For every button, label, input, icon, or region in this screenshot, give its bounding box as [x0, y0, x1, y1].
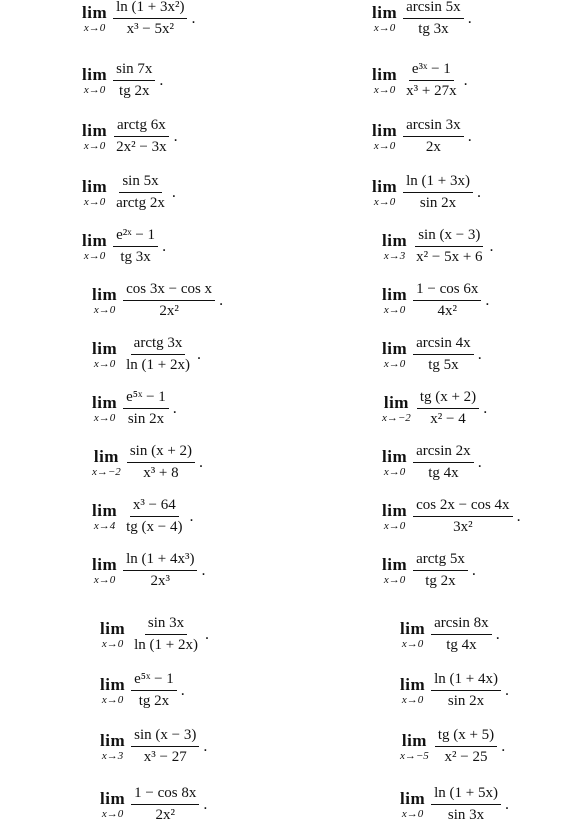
lim-word: lim — [400, 788, 426, 808]
denominator: x³ − 5x² — [126, 21, 175, 37]
fraction — [129, 786, 201, 823]
fraction — [111, 174, 170, 211]
numerator: arcsin 5x — [403, 0, 464, 19]
limit-expression — [400, 672, 509, 709]
denominator: tg 4x — [428, 465, 459, 481]
numerator: 1 − cos 8x — [131, 786, 199, 805]
lim-word: lim — [100, 674, 126, 694]
lim-operator — [82, 232, 107, 262]
period: . — [476, 183, 481, 201]
denominator: ln (1 + 2x) — [134, 637, 198, 653]
period: . — [501, 737, 506, 755]
period: . — [489, 237, 494, 255]
lim-operator — [100, 676, 125, 706]
limit-expression — [82, 174, 176, 211]
lim-word: lim — [383, 392, 409, 412]
limit-expression — [382, 552, 476, 589]
lim-operator — [100, 620, 125, 650]
period: . — [219, 291, 224, 309]
lim-subscript: x→0 — [101, 693, 124, 706]
lim-word: lim — [100, 788, 126, 808]
lim-operator — [400, 676, 425, 706]
lim-subscript: x→0 — [83, 83, 106, 96]
lim-word: lim — [382, 230, 408, 250]
period: . — [172, 399, 177, 417]
lim-operator — [100, 790, 125, 820]
period: . — [191, 9, 196, 27]
period: . — [516, 507, 521, 525]
limit-expression — [382, 444, 482, 481]
denominator: tg 2x — [119, 83, 150, 99]
period: . — [199, 453, 204, 471]
period: . — [203, 795, 208, 813]
lim-subscript: x→0 — [373, 195, 396, 208]
lim-operator — [400, 732, 429, 762]
numerator: ln (1 + 3x²) — [113, 0, 187, 19]
denominator: sin 2x — [447, 693, 485, 709]
limit-expression — [372, 174, 481, 211]
limit-expression — [382, 390, 487, 427]
period: . — [180, 681, 185, 699]
numerator: e⁵ˣ − 1 — [131, 672, 177, 691]
fraction — [411, 498, 514, 535]
lim-word: lim — [382, 554, 408, 574]
numerator: cos 3x − cos x — [123, 282, 215, 301]
period: . — [189, 507, 194, 525]
lim-word: lim — [92, 554, 118, 574]
limit-expression — [372, 62, 468, 99]
numerator: sin (x − 3) — [415, 228, 483, 247]
fraction — [401, 118, 466, 155]
lim-subscript: x→−2 — [382, 411, 411, 424]
fraction — [111, 118, 171, 155]
numerator: e⁵ˣ − 1 — [123, 390, 169, 409]
lim-operator — [82, 66, 107, 96]
lim-subscript: x→0 — [83, 21, 106, 34]
fraction — [121, 498, 187, 535]
denominator: tg 5x — [428, 357, 459, 373]
lim-subscript: x→0 — [401, 693, 424, 706]
lim-subscript: x→0 — [93, 411, 116, 424]
fraction — [411, 228, 487, 265]
period: . — [483, 399, 488, 417]
lim-subscript: x→−5 — [400, 749, 429, 762]
lim-word: lim — [400, 618, 426, 638]
period: . — [504, 681, 509, 699]
numerator: cos 2x − cos 4x — [413, 498, 512, 517]
denominator: 2x² — [159, 303, 179, 319]
period: . — [173, 127, 178, 145]
denominator: 2x² − 3x — [116, 139, 167, 155]
lim-operator — [382, 448, 407, 478]
denominator: x³ + 27x — [406, 83, 457, 99]
numerator: arctg 5x — [413, 552, 468, 571]
lim-subscript: x→0 — [401, 807, 424, 820]
fraction — [429, 616, 494, 653]
lim-operator — [92, 286, 117, 316]
lim-operator — [382, 286, 407, 316]
numerator: arcsin 3x — [403, 118, 464, 137]
numerator: arcsin 8x — [431, 616, 492, 635]
fraction — [411, 336, 476, 373]
denominator: 2x — [425, 139, 441, 155]
lim-subscript: x→0 — [383, 573, 406, 586]
lim-operator — [100, 732, 125, 762]
limit-expression — [82, 118, 178, 155]
numerator: arctg 3x — [131, 336, 186, 355]
limit-expression — [92, 444, 203, 481]
limit-expression — [100, 672, 185, 709]
denominator: x³ + 8 — [143, 465, 179, 481]
lim-subscript: x→4 — [93, 519, 116, 532]
period: . — [467, 9, 472, 27]
limit-expression — [92, 390, 177, 427]
period: . — [477, 345, 482, 363]
lim-subscript: x→0 — [373, 83, 396, 96]
numerator: e³ˣ − 1 — [409, 62, 454, 81]
lim-subscript: x→0 — [383, 303, 406, 316]
lim-subscript: x→0 — [83, 195, 106, 208]
period: . — [485, 291, 490, 309]
lim-word: lim — [372, 120, 398, 140]
fraction — [411, 282, 483, 319]
lim-subscript: x→0 — [93, 573, 116, 586]
period: . — [504, 795, 509, 813]
lim-operator — [92, 556, 117, 586]
lim-operator — [82, 122, 107, 152]
fraction — [401, 62, 461, 99]
fraction — [429, 786, 503, 823]
fraction — [121, 336, 195, 373]
fraction — [121, 390, 171, 427]
lim-word: lim — [82, 176, 108, 196]
denominator: sin 2x — [127, 411, 165, 427]
period: . — [471, 561, 476, 579]
numerator: sin 3x — [145, 616, 187, 635]
numerator: ln (1 + 3x) — [403, 174, 473, 193]
lim-subscript: x→0 — [93, 357, 116, 370]
denominator: sin 2x — [419, 195, 457, 211]
lim-subscript: x→0 — [383, 519, 406, 532]
denominator: tg 4x — [446, 637, 477, 653]
numerator: ln (1 + 4x³) — [123, 552, 197, 571]
lim-subscript: x→0 — [101, 807, 124, 820]
numerator: tg (x + 2) — [417, 390, 479, 409]
fraction — [411, 444, 476, 481]
limit-expression — [372, 0, 472, 37]
fraction — [129, 616, 203, 653]
limit-expression — [82, 62, 163, 99]
denominator: x² − 5x + 6 — [416, 249, 483, 265]
lim-operator — [400, 790, 425, 820]
numerator: arctg 6x — [114, 118, 169, 137]
limit-expression — [92, 336, 201, 373]
limit-expression — [82, 228, 166, 265]
limit-expression — [100, 786, 207, 823]
limit-expression — [100, 616, 209, 653]
period: . — [171, 183, 176, 201]
lim-operator — [372, 4, 397, 34]
limit-expression — [92, 282, 223, 319]
denominator: 2x³ — [150, 573, 171, 589]
period: . — [196, 345, 201, 363]
fraction — [121, 282, 217, 319]
fraction — [125, 444, 197, 481]
lim-subscript: x→0 — [93, 303, 116, 316]
denominator: x² − 4 — [430, 411, 466, 427]
period: . — [467, 127, 472, 145]
lim-word: lim — [82, 2, 108, 22]
limit-expression — [400, 616, 500, 653]
lim-word: lim — [92, 338, 118, 358]
lim-operator — [382, 502, 407, 532]
denominator: 2x² — [155, 807, 175, 823]
fraction — [121, 552, 199, 589]
lim-word: lim — [82, 230, 108, 250]
limit-expression — [382, 336, 482, 373]
numerator: sin 5x — [119, 174, 161, 193]
period: . — [495, 625, 500, 643]
lim-word: lim — [400, 674, 426, 694]
lim-operator — [382, 394, 411, 424]
lim-operator — [92, 502, 117, 532]
period: . — [203, 737, 208, 755]
numerator: sin (x − 3) — [131, 728, 199, 747]
period: . — [463, 71, 468, 89]
lim-subscript: x→3 — [383, 249, 406, 262]
lim-word: lim — [93, 446, 119, 466]
fraction — [111, 0, 189, 37]
lim-subscript: x→−2 — [92, 465, 121, 478]
lim-operator — [372, 178, 397, 208]
limit-expression — [382, 282, 489, 319]
limit-expression — [372, 118, 472, 155]
lim-word: lim — [92, 500, 118, 520]
numerator: ln (1 + 4x) — [431, 672, 501, 691]
fraction — [433, 728, 499, 765]
lim-word: lim — [100, 618, 126, 638]
numerator: 1 − cos 6x — [413, 282, 481, 301]
period: . — [159, 71, 164, 89]
lim-subscript: x→3 — [101, 749, 124, 762]
lim-word: lim — [382, 500, 408, 520]
lim-word: lim — [372, 64, 398, 84]
fraction — [111, 228, 160, 265]
lim-subscript: x→0 — [373, 21, 396, 34]
lim-operator — [92, 394, 117, 424]
fraction — [401, 0, 466, 37]
limit-expression — [382, 498, 521, 535]
limit-expression — [92, 552, 205, 589]
lim-word: lim — [92, 392, 118, 412]
fraction — [401, 174, 475, 211]
lim-word: lim — [82, 120, 108, 140]
lim-word: lim — [382, 446, 408, 466]
denominator: tg 2x — [138, 693, 170, 709]
lim-operator — [400, 620, 425, 650]
fraction — [129, 672, 179, 709]
denominator: tg 3x — [120, 249, 151, 265]
denominator: 4x² — [437, 303, 457, 319]
lim-word: lim — [372, 176, 398, 196]
lim-subscript: x→0 — [373, 139, 396, 152]
denominator: tg 3x — [418, 21, 449, 37]
fraction — [415, 390, 481, 427]
numerator: e²ˣ − 1 — [113, 228, 158, 247]
numerator: x³ − 64 — [130, 498, 179, 517]
lim-word: lim — [372, 2, 398, 22]
lim-subscript: x→0 — [83, 139, 106, 152]
lim-word: lim — [382, 284, 408, 304]
denominator: sin 3x — [447, 807, 485, 823]
lim-word: lim — [100, 730, 126, 750]
lim-operator — [372, 122, 397, 152]
denominator: tg (x − 4) — [126, 519, 183, 535]
fraction — [429, 672, 503, 709]
lim-operator — [82, 4, 107, 34]
numerator: arcsin 2x — [413, 444, 474, 463]
lim-subscript: x→0 — [401, 637, 424, 650]
limit-expression — [100, 728, 207, 765]
lim-operator — [92, 448, 121, 478]
numerator: ln (1 + 5x) — [431, 786, 501, 805]
limit-expression — [400, 786, 509, 823]
period: . — [204, 625, 209, 643]
limit-expression — [400, 728, 505, 765]
limit-expression — [82, 0, 195, 37]
lim-operator — [372, 66, 397, 96]
period: . — [162, 237, 167, 255]
lim-word: lim — [401, 730, 427, 750]
denominator: tg 2x — [425, 573, 456, 589]
lim-subscript: x→0 — [101, 637, 124, 650]
lim-subscript: x→0 — [83, 249, 106, 262]
lim-operator — [92, 340, 117, 370]
lim-word: lim — [92, 284, 118, 304]
numerator: sin (x + 2) — [127, 444, 195, 463]
numerator: sin 7x — [113, 62, 155, 81]
lim-operator — [82, 178, 107, 208]
numerator: arcsin 4x — [413, 336, 474, 355]
fraction — [129, 728, 201, 765]
lim-subscript: x→0 — [383, 465, 406, 478]
limit-expression — [382, 228, 494, 265]
period: . — [201, 561, 206, 579]
lim-word: lim — [82, 64, 108, 84]
denominator: 3x² — [453, 519, 473, 535]
denominator: ln (1 + 2x) — [126, 357, 190, 373]
lim-operator — [382, 340, 407, 370]
lim-operator — [382, 232, 407, 262]
fraction — [411, 552, 470, 589]
limit-expression — [92, 498, 193, 535]
lim-subscript: x→0 — [383, 357, 406, 370]
lim-operator — [382, 556, 407, 586]
denominator: x² − 25 — [444, 749, 488, 765]
period: . — [477, 453, 482, 471]
lim-word: lim — [382, 338, 408, 358]
denominator: arctg 2x — [116, 195, 165, 211]
denominator: x³ − 27 — [143, 749, 187, 765]
numerator: tg (x + 5) — [435, 728, 497, 747]
fraction — [111, 62, 157, 99]
